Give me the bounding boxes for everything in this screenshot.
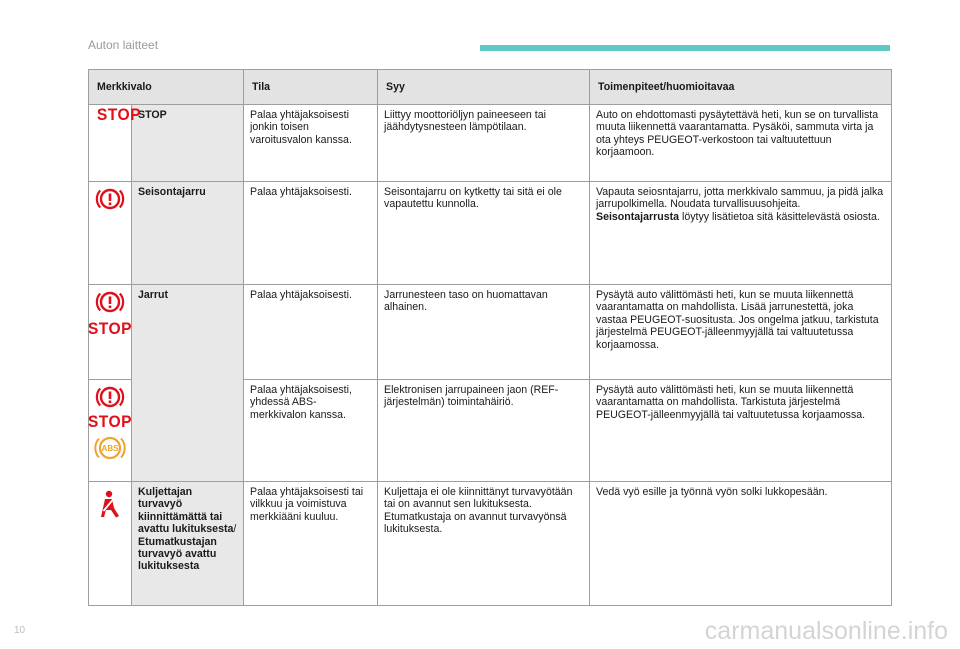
action-bold-text: Seisontajarrusta bbox=[596, 210, 680, 223]
stop-warning-icon: STOP bbox=[87, 412, 133, 431]
table-row bbox=[89, 105, 892, 182]
header-toimenpiteet: Toimenpiteet/huomioitavaa bbox=[590, 70, 892, 105]
header-accent-bar bbox=[480, 45, 890, 51]
icon-cell bbox=[89, 380, 132, 482]
light-name: STOP bbox=[132, 105, 244, 182]
action-cell: Auto on ehdottomasti pysäytettävä heti, kun se on turvallista muuta liikennettä vaarantamatta. Pysäköi, sammuta virta ja ota yhteys PEUGEOT-verkostoon tai valtuutettuun korjaamoon. bbox=[590, 105, 892, 182]
table-header-row bbox=[89, 70, 892, 105]
header-tila: Tila bbox=[244, 70, 378, 105]
header-merkkivalo: Merkkivalo bbox=[89, 70, 244, 105]
state-cell: Palaa yhtäjaksoisesti jonkin toisen varoitusvalon kanssa. bbox=[244, 105, 378, 182]
passenger-belt-label: Etumatkustajan turvavyö avattu lukituksesta bbox=[138, 535, 217, 573]
driver-belt-label: Kuljettajan turvavyö kiinnittämättä tai avattu lukituksesta bbox=[138, 486, 234, 536]
cause-cell: Elektronisen jarrupaineen jaon (REF-järjestelmän) toimintahäiriö. bbox=[378, 380, 590, 482]
label-separator: / bbox=[233, 523, 237, 536]
warning-lights-table bbox=[88, 69, 892, 606]
icon-cell bbox=[89, 482, 132, 606]
cause-cell: Kuljettaja ei ole kiinnittänyt turvavyötään tai on avannut sen lukituksesta. Etumatkustaja on avannut turvavyönsä lukituksesta. bbox=[378, 482, 590, 606]
table-row bbox=[89, 285, 892, 380]
state-cell: Palaa yhtäjaksoisesti tai vilkkuu ja voimistuva merkkiääni kuuluu. bbox=[244, 482, 378, 606]
header-syy: Syy bbox=[378, 70, 590, 105]
icon-cell bbox=[89, 105, 142, 182]
action-tail-text: löytyy lisätietoa sitä käsittelevästä osiosta. bbox=[679, 210, 880, 223]
table-row bbox=[89, 482, 892, 606]
light-name: Seisontajarru bbox=[132, 182, 244, 285]
action-cell bbox=[590, 182, 892, 285]
cause-cell: Jarrunesteen taso on huomattavan alhainen. bbox=[378, 285, 590, 380]
watermark: carmanualsonline.info bbox=[704, 617, 948, 645]
action-text: Vapauta seiosntajarru, jotta merkkivalo sammuu, ja pidä jalka jarrupolkimella. Noudata turvallisuusohjeita. bbox=[596, 186, 884, 211]
state-cell: Palaa yhtäjaksoisesti. bbox=[244, 285, 378, 380]
action-cell: Pysäytä auto välittömästi heti, kun se muuta liikennettä vaarantamatta on mahdollista. Tarkistuta järjestelmä PEUGEOT-jälleenmyyjällä tai valtuutetussa korjaamossa. bbox=[590, 380, 892, 482]
light-name bbox=[132, 482, 244, 606]
parking-brake-warning-icon bbox=[95, 186, 125, 212]
light-name: Jarrut bbox=[132, 285, 244, 482]
section-title: Auton laitteet bbox=[88, 38, 159, 52]
icon-cell bbox=[89, 285, 132, 380]
state-cell: Palaa yhtäjaksoisesti. bbox=[244, 182, 378, 285]
state-cell: Palaa yhtäjaksoisesti, yhdessä ABS-merkkivalon kanssa. bbox=[244, 380, 378, 482]
brake-warning-icon bbox=[95, 289, 125, 315]
table-row bbox=[89, 182, 892, 285]
brake-warning-icon bbox=[95, 384, 125, 410]
action-cell: Pysäytä auto välittömästi heti, kun se muuta liikennettä vaarantamatta on mahdollista. Lisää jarrunestettä, joka vastaa PEUGEOT-suositusta. Jos ongelma jatkuu, tarkistuta järjestelmä PEUGEOT-jälleenmyyjällä tai valtuutetussa korjaamossa. bbox=[590, 285, 892, 380]
page-number: 10 bbox=[14, 625, 26, 636]
stop-warning-icon: STOP bbox=[87, 319, 133, 338]
icon-cell bbox=[89, 182, 132, 285]
action-cell: Vedä vyö esille ja työnnä vyön solki lukkopesään. bbox=[590, 482, 892, 606]
abs-warning-icon bbox=[93, 434, 127, 462]
cause-cell: Liittyy moottoriöljyn paineeseen tai jäähdytysnesteen lämpötilaan. bbox=[378, 105, 590, 182]
seatbelt-warning-icon bbox=[97, 490, 123, 520]
stop-warning-icon: STOP bbox=[96, 105, 142, 124]
abs-icon-label: ABS bbox=[101, 444, 119, 454]
cause-cell: Seisontajarru on kytketty tai sitä ei ole vapautettu kunnolla. bbox=[378, 182, 590, 285]
